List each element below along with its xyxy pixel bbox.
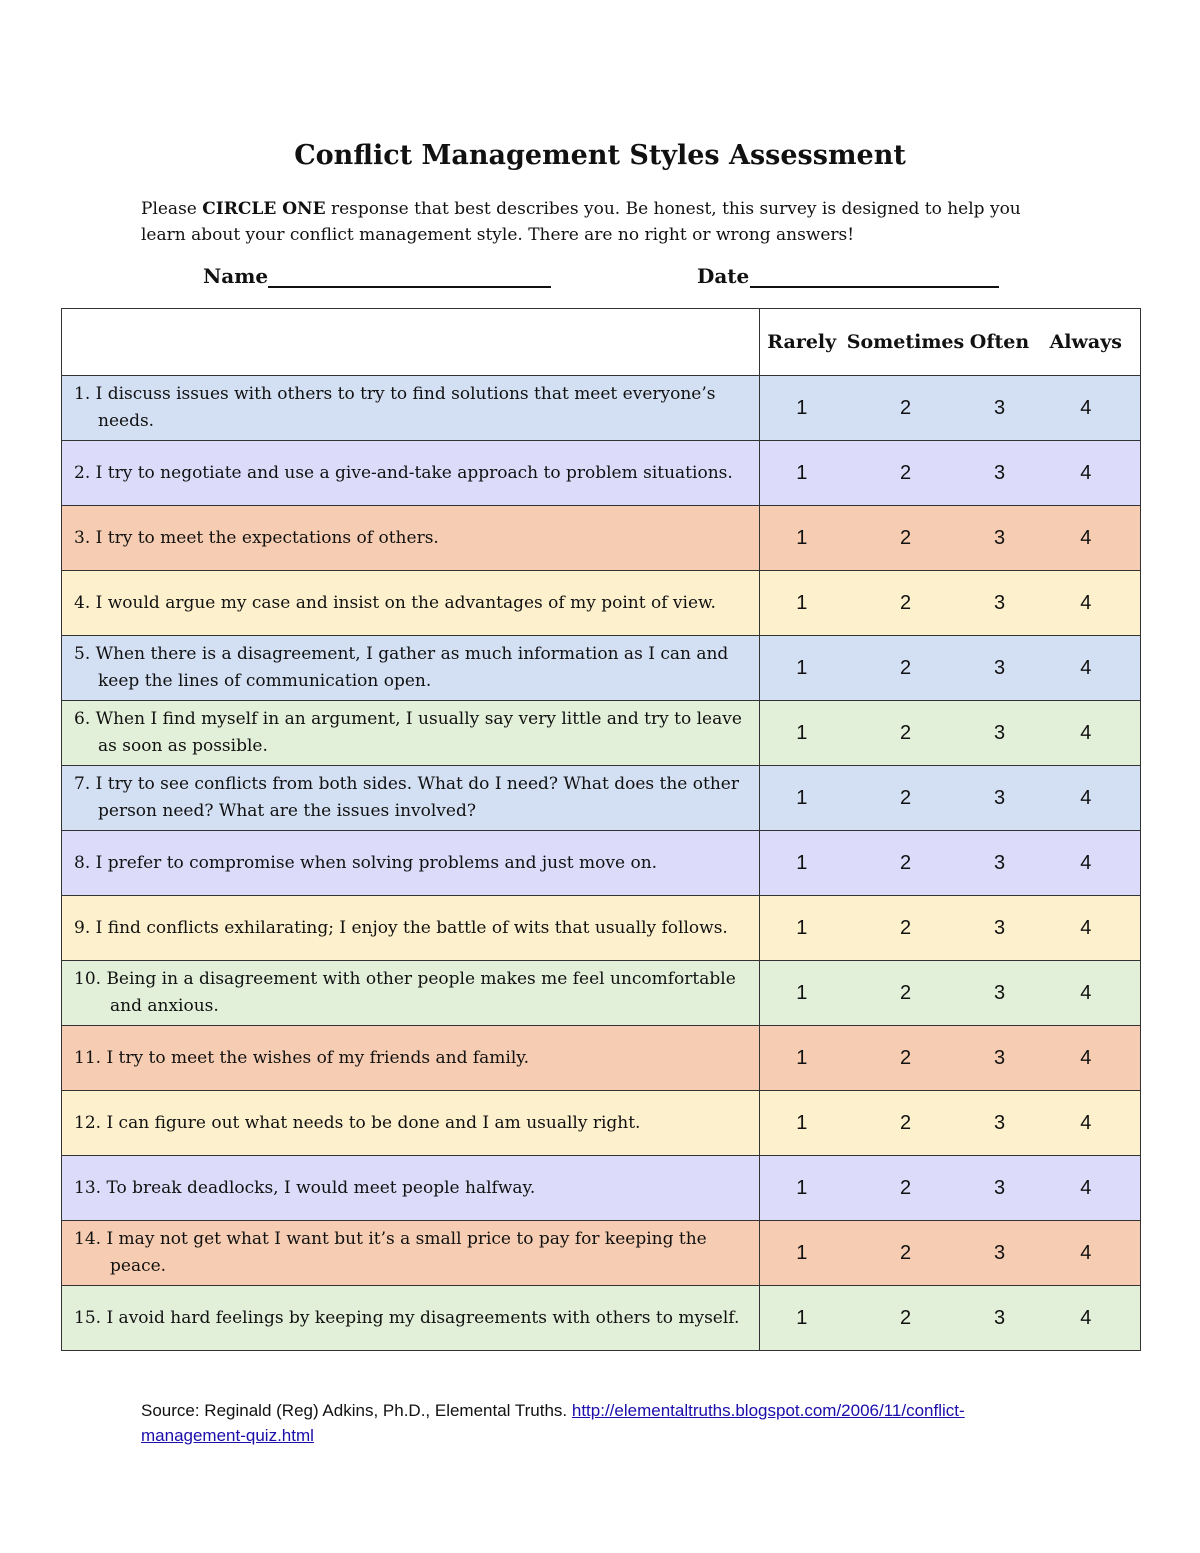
instructions-prefix: Please bbox=[141, 199, 203, 219]
question-text: 10. Being in a disagreement with other people makes me feel uncomfortable and anxious. bbox=[74, 969, 736, 1016]
rating-option-always[interactable]: 4 bbox=[1032, 1026, 1141, 1091]
rating-option-rarely[interactable]: 1 bbox=[760, 441, 844, 506]
table-row bbox=[62, 1286, 1141, 1351]
rating-option-always[interactable]: 4 bbox=[1032, 1091, 1141, 1156]
rating-option-rarely[interactable]: 1 bbox=[760, 961, 844, 1026]
rating-option-often[interactable]: 3 bbox=[968, 441, 1032, 506]
table-row bbox=[62, 571, 1141, 636]
rating-option-always[interactable]: 4 bbox=[1032, 831, 1141, 896]
source-link[interactable]: http://elementaltruths.blogspot.com/2006/11/conflict-management-quiz.html bbox=[141, 1401, 965, 1445]
question-cell bbox=[62, 506, 760, 571]
rating-option-sometimes[interactable]: 2 bbox=[844, 766, 968, 831]
rating-option-sometimes[interactable]: 2 bbox=[844, 506, 968, 571]
rating-option-sometimes[interactable]: 2 bbox=[844, 701, 968, 766]
rating-option-sometimes[interactable]: 2 bbox=[844, 961, 968, 1026]
rating-option-often[interactable]: 3 bbox=[968, 376, 1032, 441]
table-row bbox=[62, 636, 1141, 701]
rating-option-sometimes[interactable]: 2 bbox=[844, 896, 968, 961]
rating-option-sometimes[interactable]: 2 bbox=[844, 636, 968, 701]
rating-option-often[interactable]: 3 bbox=[968, 506, 1032, 571]
rating-option-always[interactable]: 4 bbox=[1032, 1286, 1141, 1351]
header-always: Always bbox=[1032, 309, 1141, 376]
rating-option-sometimes[interactable]: 2 bbox=[844, 441, 968, 506]
rating-option-rarely[interactable]: 1 bbox=[760, 766, 844, 831]
rating-option-rarely[interactable]: 1 bbox=[760, 1221, 844, 1286]
rating-option-sometimes[interactable]: 2 bbox=[844, 1221, 968, 1286]
name-label: Name bbox=[203, 264, 269, 288]
rating-option-sometimes[interactable]: 2 bbox=[844, 1091, 968, 1156]
question-cell bbox=[62, 1286, 760, 1351]
question-text: 14. I may not get what I want but it’s a small price to pay for keeping the peace. bbox=[74, 1229, 707, 1276]
rating-option-rarely[interactable]: 1 bbox=[760, 701, 844, 766]
rating-option-always[interactable]: 4 bbox=[1032, 1221, 1141, 1286]
table-row bbox=[62, 766, 1141, 831]
rating-option-often[interactable]: 3 bbox=[968, 831, 1032, 896]
page-title: Conflict Management Styles Assessment bbox=[294, 140, 906, 171]
question-cell bbox=[62, 1091, 760, 1156]
question-cell bbox=[62, 701, 760, 766]
table-row bbox=[62, 831, 1141, 896]
question-cell bbox=[62, 1221, 760, 1286]
question-cell bbox=[62, 961, 760, 1026]
table-row bbox=[62, 1026, 1141, 1091]
rating-option-rarely[interactable]: 1 bbox=[760, 1286, 844, 1351]
rating-option-sometimes[interactable]: 2 bbox=[844, 831, 968, 896]
rating-option-rarely[interactable]: 1 bbox=[760, 636, 844, 701]
question-text: 4. I would argue my case and insist on the advantages of my point of view. bbox=[74, 592, 716, 613]
question-cell bbox=[62, 636, 760, 701]
rating-option-rarely[interactable]: 1 bbox=[760, 1156, 844, 1221]
rating-option-often[interactable]: 3 bbox=[968, 1091, 1032, 1156]
rating-option-rarely[interactable]: 1 bbox=[760, 1026, 844, 1091]
question-column-header bbox=[62, 309, 760, 376]
rating-option-rarely[interactable]: 1 bbox=[760, 571, 844, 636]
question-text: 2. I try to negotiate and use a give-and-take approach to problem situations. bbox=[74, 462, 733, 483]
question-text: 15. I avoid hard feelings by keeping my disagreements with others to myself. bbox=[74, 1307, 740, 1328]
rating-option-always[interactable]: 4 bbox=[1032, 571, 1141, 636]
question-text: 5. When there is a disagreement, I gather as much information as I can and keep the lines of communication open. bbox=[74, 644, 729, 691]
question-cell bbox=[62, 896, 760, 961]
instructions-suffix: response that best describes you. Be honest, this survey is designed to help you learn about your conflict management style. There are no right or wrong answers! bbox=[141, 199, 1021, 245]
rating-option-always[interactable]: 4 bbox=[1032, 376, 1141, 441]
question-cell bbox=[62, 831, 760, 896]
rating-option-rarely[interactable]: 1 bbox=[760, 896, 844, 961]
question-cell bbox=[62, 766, 760, 831]
question-text: 11. I try to meet the wishes of my friends and family. bbox=[74, 1047, 530, 1068]
rating-option-often[interactable]: 3 bbox=[968, 1221, 1032, 1286]
question-text: 12. I can figure out what needs to be done and I am usually right. bbox=[74, 1112, 641, 1133]
question-text: 3. I try to meet the expectations of others. bbox=[74, 527, 439, 548]
rating-option-always[interactable]: 4 bbox=[1032, 701, 1141, 766]
rating-option-sometimes[interactable]: 2 bbox=[844, 1156, 968, 1221]
rating-option-often[interactable]: 3 bbox=[968, 766, 1032, 831]
instructions-emphasis: CIRCLE ONE bbox=[202, 199, 326, 219]
rating-option-rarely[interactable]: 1 bbox=[760, 506, 844, 571]
table-row bbox=[62, 506, 1141, 571]
question-text: 6. When I find myself in an argument, I usually say very little and try to leave as soon as possible. bbox=[74, 709, 742, 756]
date-label: Date bbox=[697, 264, 750, 288]
question-cell bbox=[62, 1156, 760, 1221]
question-text: 7. I try to see conflicts from both sides. What do I need? What does the other person need? What are the issues involved? bbox=[74, 774, 739, 821]
table-header-row bbox=[62, 309, 1141, 376]
assessment-table bbox=[61, 308, 1141, 1351]
rating-option-often[interactable]: 3 bbox=[968, 636, 1032, 701]
table-row bbox=[62, 1221, 1141, 1286]
source-text: Source: Reginald (Reg) Adkins, Ph.D., Elemental Truths. bbox=[141, 1401, 572, 1420]
header-sometimes: Sometimes bbox=[844, 309, 968, 376]
rating-option-always[interactable]: 4 bbox=[1032, 896, 1141, 961]
question-cell bbox=[62, 441, 760, 506]
rating-option-always[interactable]: 4 bbox=[1032, 506, 1141, 571]
question-text: 1. I discuss issues with others to try to find solutions that meet everyone’s needs. bbox=[74, 384, 716, 431]
rating-option-sometimes[interactable]: 2 bbox=[844, 571, 968, 636]
instructions bbox=[141, 196, 1061, 248]
rating-option-sometimes[interactable]: 2 bbox=[844, 1026, 968, 1091]
rating-option-always[interactable]: 4 bbox=[1032, 766, 1141, 831]
rating-option-always[interactable]: 4 bbox=[1032, 961, 1141, 1026]
table-row bbox=[62, 441, 1141, 506]
source-citation bbox=[141, 1398, 1061, 1448]
date-field-line[interactable] bbox=[750, 286, 999, 288]
rating-option-rarely[interactable]: 1 bbox=[760, 831, 844, 896]
rating-option-often[interactable]: 3 bbox=[968, 961, 1032, 1026]
table-row bbox=[62, 961, 1141, 1026]
rating-option-often[interactable]: 3 bbox=[968, 1026, 1032, 1091]
question-cell bbox=[62, 571, 760, 636]
rating-option-rarely[interactable]: 1 bbox=[760, 376, 844, 441]
question-cell bbox=[62, 376, 760, 441]
rating-option-often[interactable]: 3 bbox=[968, 896, 1032, 961]
rating-option-often[interactable]: 3 bbox=[968, 701, 1032, 766]
header-rarely: Rarely bbox=[760, 309, 844, 376]
question-text: 8. I prefer to compromise when solving problems and just move on. bbox=[74, 852, 658, 873]
rating-option-often[interactable]: 3 bbox=[968, 571, 1032, 636]
question-text: 9. I find conflicts exhilarating; I enjoy the battle of wits that usually follows. bbox=[74, 917, 728, 938]
table-row bbox=[62, 701, 1141, 766]
question-cell bbox=[62, 1026, 760, 1091]
rating-option-often[interactable]: 3 bbox=[968, 1286, 1032, 1351]
rating-option-always[interactable]: 4 bbox=[1032, 1156, 1141, 1221]
rating-option-always[interactable]: 4 bbox=[1032, 441, 1141, 506]
table-row bbox=[62, 376, 1141, 441]
rating-option-often[interactable]: 3 bbox=[968, 1156, 1032, 1221]
name-field-line[interactable] bbox=[268, 286, 551, 288]
table-row bbox=[62, 1091, 1141, 1156]
rating-option-always[interactable]: 4 bbox=[1032, 636, 1141, 701]
table-row bbox=[62, 1156, 1141, 1221]
table-row bbox=[62, 896, 1141, 961]
rating-option-rarely[interactable]: 1 bbox=[760, 1091, 844, 1156]
rating-option-sometimes[interactable]: 2 bbox=[844, 1286, 968, 1351]
header-often: Often bbox=[968, 309, 1032, 376]
question-text: 13. To break deadlocks, I would meet people halfway. bbox=[74, 1177, 536, 1198]
rating-option-sometimes[interactable]: 2 bbox=[844, 376, 968, 441]
